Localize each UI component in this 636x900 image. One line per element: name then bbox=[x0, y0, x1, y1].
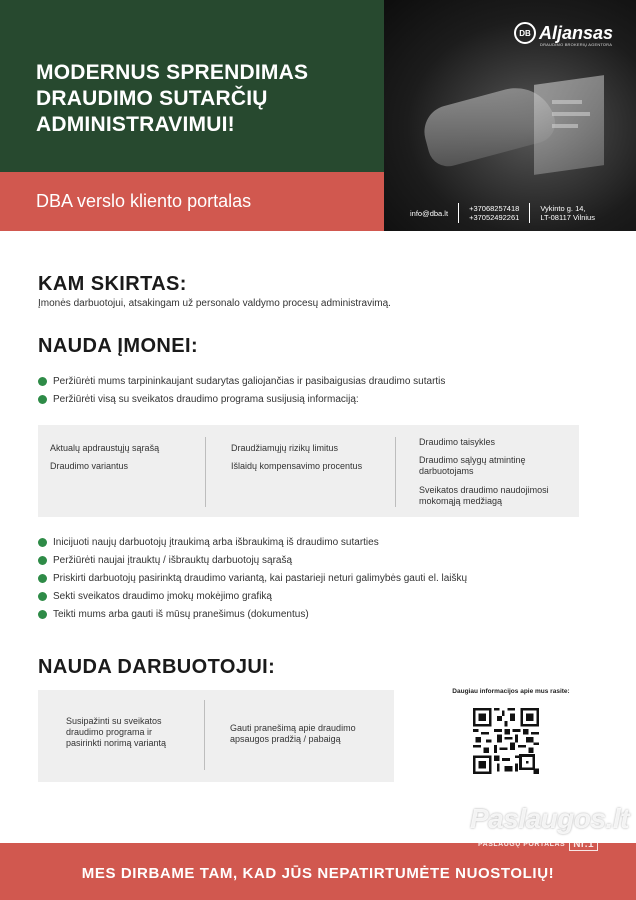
list-item-text: Peržiūrėti mums tarpininkaujant sudarytas galiojančias ir pasibaigusias draudimo sutartis bbox=[53, 375, 446, 387]
bullet-dot-icon bbox=[38, 377, 47, 386]
logo-badge: DB bbox=[514, 22, 536, 44]
info-item: Sveikatos draudimo naudojimosi mokomąją medžiagą bbox=[419, 485, 549, 506]
bullet-dot-icon bbox=[38, 395, 47, 404]
section-title-who: KAM SKIRTAS: bbox=[38, 273, 187, 295]
info-item: Išlaidų kompensavimo procentus bbox=[231, 461, 363, 471]
watermark-badge: Nr.1 bbox=[569, 838, 598, 851]
qr-code-icon[interactable] bbox=[473, 708, 539, 774]
intro-text: Įmonės darbuotojui, atsakingam už personalo valdymo procesų administravimą. bbox=[38, 298, 391, 309]
screen-line bbox=[552, 124, 578, 128]
info-column-3 bbox=[395, 425, 579, 517]
bullet-dot-icon bbox=[38, 610, 47, 619]
list-item bbox=[38, 587, 467, 605]
screen-line bbox=[552, 112, 590, 116]
bullet-dot-icon bbox=[38, 538, 47, 547]
bullet-dot-icon bbox=[38, 592, 47, 601]
list-item bbox=[38, 551, 467, 569]
watermark-sub-text: PASLAUGŲ PORTALAS bbox=[478, 841, 566, 848]
list-item bbox=[38, 533, 467, 551]
employee-benefit-1: Susipažinti su sveikatos draudimo programa ir pasirinkti norimą variantą bbox=[66, 716, 167, 748]
info-item: Aktualų apdraustųjų sąrašą bbox=[50, 443, 160, 453]
bullet-dot-icon bbox=[38, 556, 47, 565]
list-item bbox=[38, 390, 445, 408]
contact-phone-1[interactable]: +37068257418 bbox=[469, 204, 520, 213]
employee-benefit-2: Gauti pranešimą apie draudimo apsaugos pradžią / pabaigą bbox=[230, 723, 356, 744]
logo-name: Aljansas bbox=[539, 23, 614, 43]
title-line-3: ADMINISTRAVIMUI! bbox=[36, 113, 235, 136]
qr-caption: Daugiau informacijos apie mus rasite: bbox=[452, 688, 570, 695]
title-line-2: DRAUDIMO SUTARČIŲ bbox=[36, 87, 268, 110]
info-item: Draudimo sąlygų atmintinę darbuotojams bbox=[419, 455, 526, 476]
bullet-dot-icon bbox=[38, 574, 47, 583]
contact-email[interactable]: info@dba.lt bbox=[410, 208, 449, 218]
employee-benefits-box bbox=[38, 690, 394, 782]
contact-phones bbox=[459, 204, 529, 222]
list-item-text: Sekti sveikatos draudimo įmokų mokėjimo grafiką bbox=[53, 590, 272, 602]
list-item-text: Peržiūrėti naujai įtrauktų / išbrauktų darbuotojų sąrašą bbox=[53, 554, 293, 566]
info-item: Draudimo taisykles bbox=[419, 437, 496, 447]
company-benefits-bottom bbox=[38, 533, 467, 623]
contact-bar bbox=[400, 202, 632, 224]
logo-tagline: DRAUDIMO BROKERIŲ AGENTŪRA bbox=[540, 42, 613, 47]
section-title-employee: NAUDA DARBUOTOJUI: bbox=[38, 656, 276, 678]
list-item-text: Peržiūrėti visą su sveikatos draudimo programa susijusią informaciją: bbox=[53, 393, 359, 405]
list-item-text: Teikti mums arba gauti iš mūsų pranešimus (dokumentus) bbox=[53, 608, 309, 620]
list-item-text: Priskirti darbuotojų pasirinktą draudimo variantą, kai pastarieji neturi galimybės gauti el. laiškų bbox=[53, 572, 468, 584]
title-line-1: MODERNUS SPRENDIMAS bbox=[36, 61, 309, 84]
company-logo bbox=[514, 22, 613, 44]
watermark-brand: Paslaugos.lt bbox=[470, 803, 629, 834]
contact-address bbox=[530, 204, 605, 222]
info-item: Draudimo variantus bbox=[50, 461, 129, 471]
list-item-text: Inicijuoti naujų darbuotojų įtraukimą arba išbraukimą iš draudimo sutarties bbox=[53, 536, 379, 548]
info-column-2 bbox=[205, 425, 395, 517]
watermark-sub bbox=[478, 838, 598, 851]
page-title bbox=[36, 60, 376, 138]
page-subtitle: DBA verslo kliento portalas bbox=[36, 191, 252, 211]
address-line-1: Vykinto g. 14, bbox=[540, 204, 586, 213]
screen-line bbox=[552, 100, 582, 104]
contact-phone-2[interactable]: +37052492261 bbox=[469, 213, 520, 222]
info-column-1 bbox=[38, 425, 205, 517]
company-benefits-top bbox=[38, 372, 445, 408]
footer-slogan: MES DIRBAME TAM, KAD JŪS NEPATIRTUMĖTE NUOSTOLIŲ! bbox=[81, 865, 555, 882]
address-line-2: LT-08117 Vilnius bbox=[540, 213, 595, 222]
info-grid-box bbox=[38, 425, 579, 517]
info-item: Draudžiamųjų rizikų limitus bbox=[231, 443, 339, 453]
section-title-company: NAUDA ĮMONEI: bbox=[38, 335, 199, 357]
column-divider bbox=[204, 700, 205, 770]
list-item bbox=[38, 605, 467, 623]
list-item bbox=[38, 372, 445, 390]
list-item bbox=[38, 569, 467, 587]
